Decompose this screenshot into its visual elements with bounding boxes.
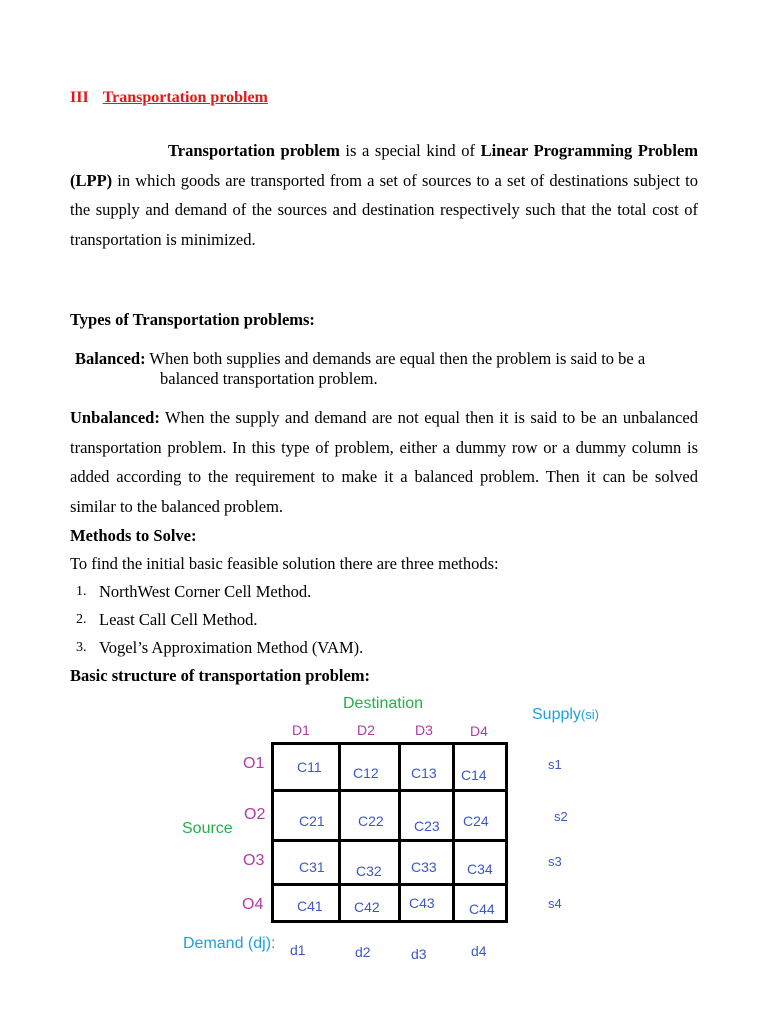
unbalanced-text: When the supply and demand are not equal then it is said to be an unbalanced transportation problem. In this type of problem, either a dummy row or a dummy column is added according to the requirement to make it a balanced problem. Then it can be solved similar to the balanced problem. (70, 408, 699, 516)
cost-cell: C11 (297, 759, 322, 775)
list-text: Vogel’s Approximation Method (VAM). (99, 638, 364, 657)
cost-cell: C13 (411, 765, 437, 781)
list-number: 2. (76, 612, 87, 627)
methods-heading: Methods to Solve: (70, 526, 197, 545)
supply-value: s3 (548, 854, 562, 869)
section-title: Transportation problem (102, 89, 268, 106)
list-text: NorthWest Corner Cell Method. (99, 582, 312, 601)
cost-cell: C44 (469, 901, 495, 917)
section-heading (70, 89, 268, 107)
row-header-o4: O4 (242, 896, 264, 913)
balanced-line2: balanced transportation problem. (160, 369, 378, 388)
grid-divider (398, 742, 401, 923)
demand-value: d4 (471, 943, 487, 959)
supply-label (532, 706, 599, 724)
cost-cell: C23 (414, 818, 440, 834)
section-number: III (70, 89, 89, 106)
intro-term-transportation: Transportation problem (168, 141, 340, 160)
demand-value: d1 (290, 942, 306, 958)
column-header-d1: D1 (292, 722, 310, 738)
cost-cell: C43 (409, 895, 435, 911)
source-label: Source (182, 820, 233, 837)
supply-value: s1 (548, 757, 562, 772)
cost-cell: C14 (461, 767, 487, 783)
cost-cell: C34 (467, 861, 493, 877)
column-header-d2: D2 (357, 722, 375, 738)
cost-cell: C33 (411, 859, 437, 875)
grid-divider (452, 742, 455, 923)
balanced-line1: When both supplies and demands are equal then the problem is said to be a (149, 349, 646, 368)
cost-cell: C32 (356, 863, 382, 879)
destination-label: Destination (343, 695, 424, 712)
cost-cell: C12 (353, 765, 379, 781)
unbalanced-label: Unbalanced: (70, 408, 160, 427)
cost-cell: C41 (297, 898, 323, 914)
list-number: 3. (76, 640, 87, 655)
cost-cell: C31 (299, 859, 325, 875)
demand-value: d2 (355, 944, 371, 960)
cost-cell: C42 (354, 899, 380, 915)
demand-label: Demand (dj): (183, 935, 276, 952)
grid-divider (271, 839, 508, 842)
supply-label-sub: (si) (580, 707, 599, 722)
list-number: 1. (76, 584, 87, 599)
cost-cell: C24 (463, 813, 489, 829)
cost-cell: C22 (358, 813, 384, 829)
demand-value: d3 (411, 946, 427, 962)
row-header-o1: O1 (243, 755, 265, 772)
balanced-paragraph (75, 349, 699, 369)
grid-divider (338, 742, 341, 923)
column-header-d4: D4 (470, 723, 488, 739)
structure-heading: Basic structure of transportation problem: (70, 666, 371, 685)
grid-divider (271, 883, 508, 886)
row-header-o2: O2 (244, 806, 266, 823)
grid-divider (271, 789, 508, 792)
supply-label-text: Supply (532, 706, 581, 723)
types-heading: Types of Transportation problems: (70, 310, 315, 329)
intro-term-lpp: Linear Programming Problem (LPP) (70, 141, 699, 190)
list-text: Least Call Cell Method. (99, 610, 258, 629)
cost-cell: C21 (299, 813, 325, 829)
row-header-o3: O3 (243, 852, 265, 869)
column-header-d3: D3 (415, 722, 433, 738)
supply-value: s4 (548, 896, 562, 911)
balanced-label: Balanced: (75, 349, 146, 368)
intro-paragraph (70, 136, 698, 254)
intro-text-1: is a special kind of (345, 141, 476, 160)
supply-value: s2 (554, 809, 568, 824)
unbalanced-paragraph (70, 403, 698, 521)
intro-text-2: in which goods are transported from a set of sources to a set of destinations subject to the supply and demand of the sources and destination respectively such that the total cost of transportation is minimized. (70, 170, 699, 249)
methods-intro: To find the initial basic feasible solution there are three methods: (70, 554, 499, 573)
